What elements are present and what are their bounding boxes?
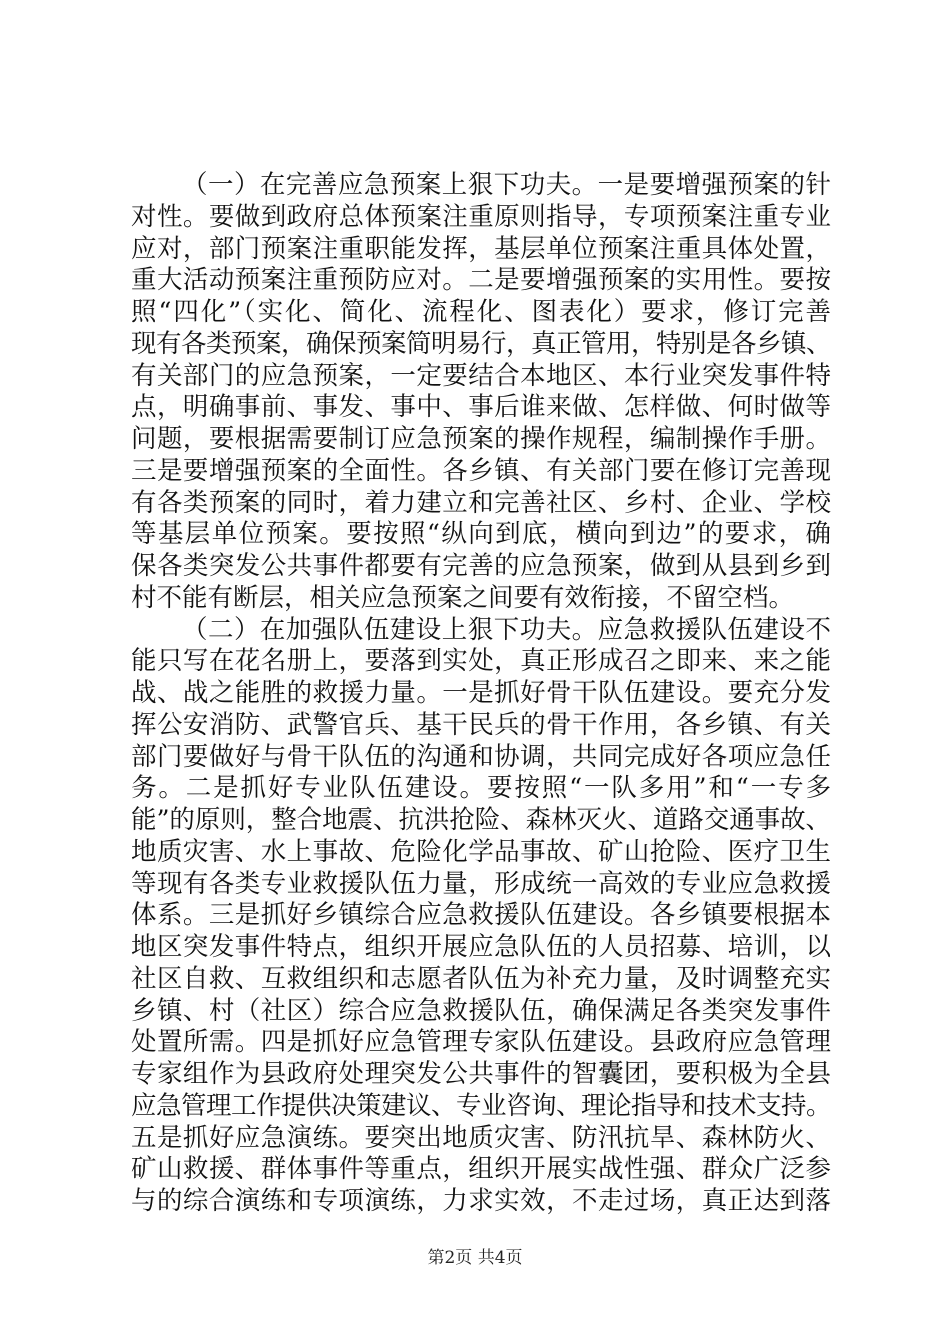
text-line: 应对，部门预案注重职能发挥，基层单位预案注重具体处置，	[131, 233, 831, 264]
text-line: 村不能有断层，相关应急预案之间要有效衔接，不留空档。	[131, 582, 795, 613]
text-line: 五是抓好应急演练。要突出地质灾害、防汛抗旱、森林防火、	[131, 1122, 831, 1153]
text-line: 重大活动预案注重预防应对。二是要增强预案的实用性。要按	[131, 265, 831, 296]
text-line: 专家组作为县政府处理突发公共事件的智囊团，要积极为全县	[131, 1059, 831, 1089]
text-line: 社区自救、互救组织和志愿者队伍为补充力量，及时调整充实	[131, 963, 831, 994]
text-line: 有关部门的应急预案，一定要结合本地区、本行业突发事件特	[131, 360, 831, 391]
text-line: 能只写在花名册上，要落到实处，真正形成召之即来、来之能	[131, 646, 831, 677]
text-line: 保各类突发公共事件都要有完善的应急预案，做到从县到乡到	[131, 551, 831, 581]
text-line: 体系。三是抓好乡镇综合应急救援队伍建设。各乡镇要根据本	[131, 900, 831, 931]
text-line: 战、战之能胜的救援力量。一是抓好骨干队伍建设。要充分发	[131, 678, 831, 708]
page-footer: 第2页 共4页	[427, 1248, 523, 1268]
text-line: 点，明确事前、事发、事中、事后谁来做、怎样做、何时做等	[131, 392, 831, 423]
text-line: （一）在完善应急预案上狠下功夫。一是要增强预案的针	[182, 170, 831, 200]
text-line: 现有各类预案，确保预案简明易行，真正管用，特别是各乡镇、	[131, 328, 831, 359]
text-line: 挥公安消防、武警官兵、基干民兵的骨干作用，各乡镇、有关	[131, 709, 831, 740]
text-line: 与的综合演练和专项演练，力求实效，不走过场，真正达到落	[131, 1186, 831, 1216]
text-line: （二）在加强队伍建设上狠下功夫。应急救援队伍建设不	[182, 614, 831, 645]
text-line: 乡镇、村（社区）综合应急救援队伍，确保满足各类突发事件	[131, 995, 831, 1026]
text-line: 应急管理工作提供决策建议、专业咨询、理论指导和技术支持。	[131, 1090, 831, 1121]
text-line: 务。二是抓好专业队伍建设。要按照“一队多用”和“一专多	[131, 773, 831, 804]
text-line: 矿山救援、群体事件等重点，组织开展实战性强、群众广泛参	[131, 1154, 831, 1185]
text-line: 对性。要做到政府总体预案注重原则指导，专项预案注重专业	[131, 201, 831, 232]
text-line: 问题，要根据需要制订应急预案的操作规程，编制操作手册。	[131, 424, 831, 454]
text-line: 地质灾害、水上事故、危险化学品事故、矿山抢险、医疗卫生	[131, 836, 831, 867]
text-line: 部门要做好与骨干队伍的沟通和协调，共同完成好各项应急任	[131, 741, 831, 772]
document-body	[131, 170, 831, 1218]
text-line: 地区突发事件特点，组织开展应急队伍的人员招募、培训，以	[131, 932, 831, 962]
text-line: 能”的原则，整合地震、抗洪抢险、森林灭火、道路交通事故、	[131, 805, 831, 835]
text-line: 处置所需。四是抓好应急管理专家队伍建设。县政府应急管理	[131, 1027, 831, 1058]
text-line: 等现有各类专业救援队伍力量，形成统一高效的专业应急救援	[131, 868, 831, 899]
text-line: 等基层单位预案。要按照“纵向到底，横向到边”的要求，确	[131, 519, 831, 550]
text-line: 照“四化”（实化、简化、流程化、图表化）要求，修订完善	[131, 297, 831, 327]
text-line: 三是要增强预案的全面性。各乡镇、有关部门要在修订完善现	[131, 455, 831, 486]
text-line: 有各类预案的同时，着力建立和完善社区、乡村、企业、学校	[131, 487, 831, 518]
